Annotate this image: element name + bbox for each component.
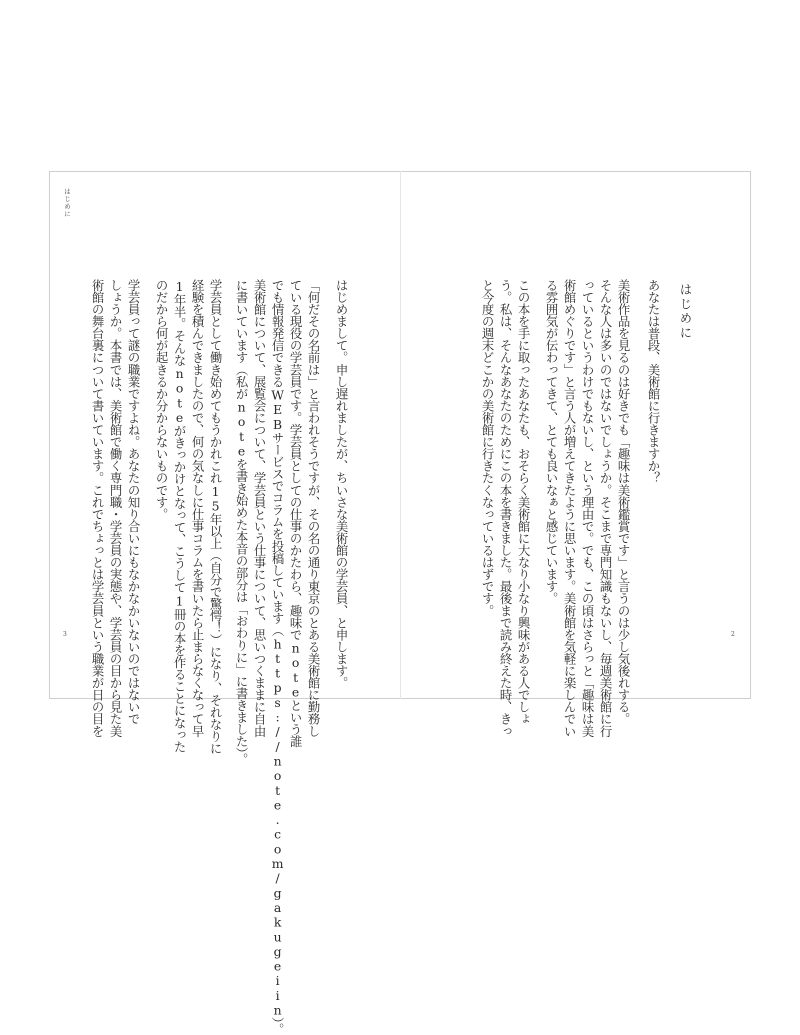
text-column: 術館めぐりです」と言う人が増えてきたように思います。美術館を気軽に楽しんでい xyxy=(562,279,578,737)
text-column: ている現役の学芸員です。学芸員としての仕事のかたわら、趣味でnoteという誰 xyxy=(288,279,304,748)
text-column: 術館の舞台裏について書いています。これでちょっとは学芸員という職業が日の目を xyxy=(90,279,106,737)
page-number-right: 2 xyxy=(731,631,735,638)
text-column: る雰囲気が伝わってきて、とても良いなぁと感じています。 xyxy=(544,279,560,605)
text-column: でも情報発信できるWEBサービスでコラムを投稿しています（https://note.com/gakugeiin）。 xyxy=(270,279,286,1035)
text-column: 経験を積んできましたので、何の気なしに仕事コラムを書いたら止まらなくなって早 xyxy=(190,279,206,737)
text-column: あなたは普段、美術館に行きますか？ xyxy=(646,279,662,484)
text-column: のだから何が起きるか分からないものです。 xyxy=(154,279,170,521)
text-column: に書いています（私がnoteを書き始めた本音の部分は「おわりに」に書きました）。 xyxy=(234,279,250,766)
text-column: 学芸員って謎の職業ですよね。あなたの知り合いにもなかなかいないのではないで xyxy=(126,279,142,725)
text-column: っているというわけでもないし、という理由で。でも、この頃はさらっと「趣味は美 xyxy=(580,279,596,737)
text-column: はじめまして。申し遅れましたが、ちいさな美術館の学芸員、と申します。 xyxy=(334,279,350,689)
text-column: そんな人は多いのではないでしょうか。そこまで専門知識もないし、毎週美術館に行 xyxy=(598,279,614,737)
text-column: 1年半。そんなnoteがきっかけとなって、こうして1冊の本を作ることになった xyxy=(172,279,188,753)
page-number-left: 3 xyxy=(63,631,67,638)
text-column: 「何だその名前は」と言われそうですが、その名の通り東京のとある美術館に勤務し xyxy=(306,279,322,737)
text-column: う。私は、そんなあなたのためにこの本を書きました。最後まで読み終えた時、きっ xyxy=(498,279,514,737)
page-fold xyxy=(400,171,401,699)
chapter-title: はじめに xyxy=(678,283,693,341)
running-header: はじめに xyxy=(63,188,71,218)
text-column: 美術館について、展覧会について、学芸員という仕事について、思いつくままに自由 xyxy=(252,279,268,737)
text-column: と今度の週末どこかの美術館に行きたくなっているはずです。 xyxy=(480,279,496,617)
text-column: 学芸員として働き始めてもうかれこれ15年以上（自分で驚愕！）になり、それなりに xyxy=(208,279,224,755)
text-column: この本を手に取ったあなたも、おそらく美術館に大なり小なり興味がある人でしょ xyxy=(516,279,532,725)
text-column: 美術作品を見るのは好きでも「趣味は美術鑑賞です」と言うのは少し気後れする。 xyxy=(616,279,632,725)
text-column: しょうか。本書では、美術館で働く専門職・学芸員の実態や、学芸員の目から見た美 xyxy=(108,279,124,737)
